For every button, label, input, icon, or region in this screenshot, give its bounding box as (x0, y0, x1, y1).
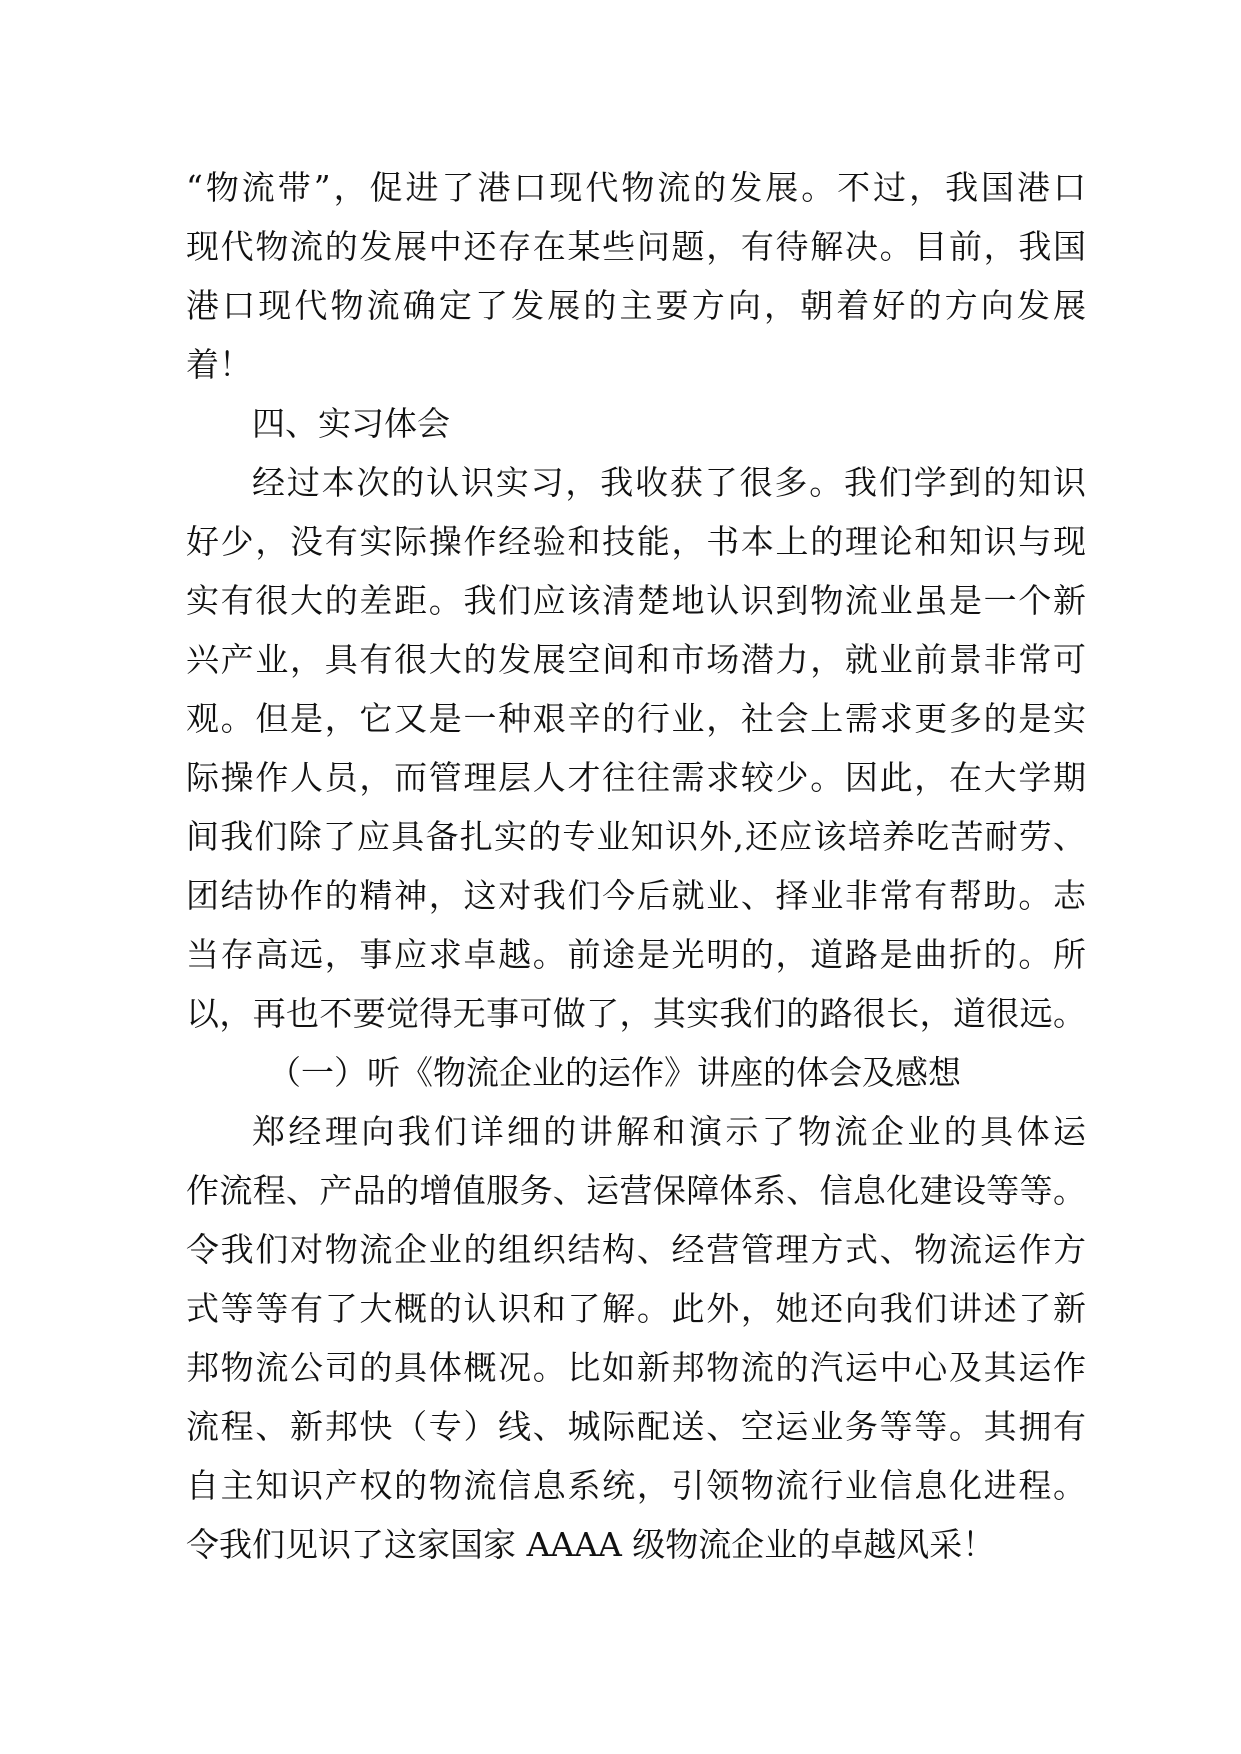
subsection-heading: （一）听《物流企业的运作》讲座的体会及感想 (268, 1053, 961, 1092)
text-line: 当存高远，事应求卓越。前途是光明的，道路是曲折的。所 (186, 935, 1086, 974)
text-line: 间我们除了应具备扎实的专业知识外,还应该培养吃苦耐劳、 (186, 817, 1086, 856)
paragraph-experience (186, 453, 1086, 1043)
text-line: 流程、新邦快（专）线、城际配送、空运业务等等。其拥有 (186, 1407, 1086, 1446)
text-line: 着！ (186, 345, 252, 384)
text-line: 以，再也不要觉得无事可做了，其实我们的路很长，道很远。 (186, 994, 1086, 1033)
text-line: 作流程、产品的增值服务、运营保障体系、信息化建设等等。 (186, 1171, 1086, 1210)
text-line: 港口现代物流确定了发展的主要方向，朝着好的方向发展 (186, 286, 1086, 325)
paragraph-continued (186, 158, 1086, 394)
text-line: 兴产业，具有很大的发展空间和市场潜力，就业前景非常可 (186, 640, 1086, 679)
text-line: 好少，没有实际操作经验和技能，书本上的理论和知识与现 (186, 522, 1086, 561)
text-line: 邦物流公司的具体概况。比如新邦物流的汽运中心及其运作 (186, 1348, 1086, 1387)
text-line: 经过本次的认识实习，我收获了很多。我们学到的知识 (252, 463, 1086, 502)
text-line: 自主知识产权的物流信息系统，引领物流行业信息化进程。 (186, 1466, 1086, 1505)
text-line: 现代物流的发展中还存在某些问题，有待解决。目前，我国 (186, 227, 1086, 266)
text-line: 团结协作的精神，这对我们今后就业、择业非常有帮助。志 (186, 876, 1086, 915)
paragraph-lecture (186, 1102, 1086, 1574)
text-line: “物流带”，促进了港口现代物流的发展。不过，我国港口 (186, 168, 1086, 207)
text-line: 令我们对物流企业的组织结构、经营管理方式、物流运作方 (186, 1230, 1086, 1269)
text-line: 观。但是，它又是一种艰辛的行业，社会上需求更多的是实 (186, 699, 1086, 738)
text-line: 郑经理向我们详细的讲解和演示了物流企业的具体运 (252, 1112, 1086, 1151)
text-line: 令我们见识了这家国家 AAAA 级物流企业的卓越风采！ (186, 1525, 996, 1564)
text-line: 际操作人员，而管理层人才往往需求较少。因此，在大学期 (186, 758, 1086, 797)
document-body (186, 158, 1086, 1574)
section-heading: 四、实习体会 (252, 404, 450, 443)
text-line: 实有很大的差距。我们应该清楚地认识到物流业虽是一个新 (186, 581, 1086, 620)
text-line: 式等等有了大概的认识和了解。此外，她还向我们讲述了新 (186, 1289, 1086, 1328)
